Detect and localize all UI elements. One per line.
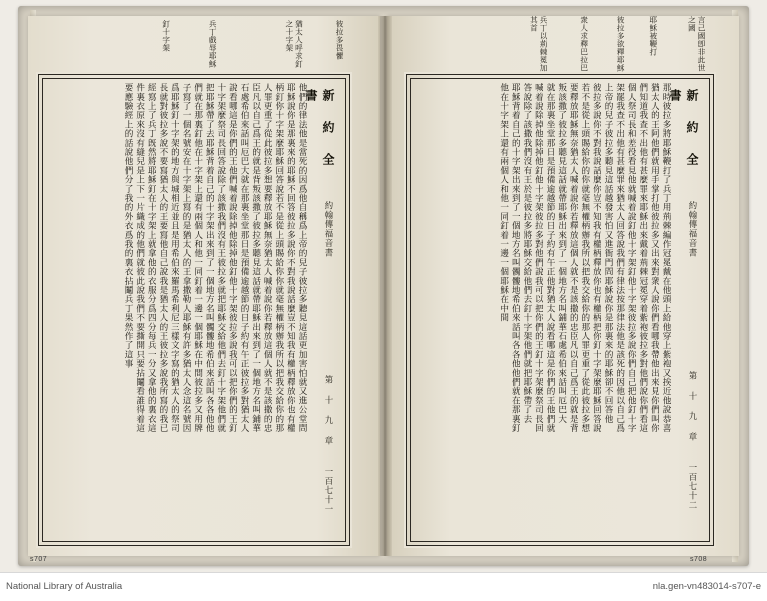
- text-column: 爲耶穌釘十字架的地方與城相近並且是用希伯來羅馬希利尼三樣文字寫的猶太人的祭司: [169, 83, 180, 433]
- right-page-number: 一百七十二: [688, 463, 698, 510]
- text-column: 若不是從上頭賜給你的你就毫無權柄辦我所以把我交給你的那人罪更重了從此彼拉多想: [579, 83, 590, 433]
- left-page-number: 一百七十一: [324, 467, 334, 514]
- text-column: 他在十字架上還有兩個人和他一同釘着一邊一個耶穌在中間: [498, 83, 509, 323]
- text-column: 臣凡以自己爲王的就是背叛該撒了彼拉多聽見這話就帶耶穌出來到了一個地方名叫鋪華: [250, 83, 261, 433]
- left-page-margin-notes: [48, 20, 344, 70]
- text-column: 要釋放耶穌無奈猶太人喊着說你若釋放這個人就不是該撒的忠臣凡以自己爲王的就是背: [568, 83, 579, 433]
- text-column: 個人祭司長和差役看見他就喊着說釘他十字架釘他十字架彼拉多說你們自己把他釘十字: [626, 83, 637, 433]
- margin-note: 言己國卽非此世之國: [687, 16, 706, 72]
- left-page-text-frame: [38, 74, 350, 546]
- text-column: 把耶穌帶了去耶穌背着自己的十字架出來到了一個地方名叫髑髏地希伯來話叫各各他他: [204, 83, 215, 433]
- text-column: 十字架麼祭司長回答說除了該撒我們沒有王彼拉多就把耶穌交給他們去釘十字架他們就: [215, 83, 226, 433]
- text-column: 那時彼拉多將耶穌鞭打了兵丁用荊棘編作冠冕戴在他頭上給他穿上紫袍又挨近他說恭喜: [661, 83, 671, 433]
- text-column: 彼拉多說你不對我說話麼你豈不知我有權柄釋放你也有權柄把你釘十字架麼耶穌回答說: [591, 83, 602, 433]
- text-column: 就在那裏坐堂那日是預備逾越節的日子約有午正他對猶太人說看哪這是你們的王他們就: [545, 83, 556, 433]
- margin-note: 釘十字架: [161, 20, 171, 52]
- margin-note: 彼拉多畏懼: [335, 20, 344, 60]
- text-column: 叛該撒了彼拉多聽見這話就帶耶穌出來到了一個地方名叫鋪華石處希伯來話叫厄巴大: [556, 83, 567, 424]
- book-gutter: [378, 16, 392, 556]
- left-page-book-subtitle: 約翰傳福音書: [324, 201, 334, 258]
- margin-note: 兵丁戲辱耶穌: [208, 20, 218, 68]
- margin-note: 猶太人呼求釘之十字架: [284, 20, 304, 68]
- right-page-body: [415, 83, 671, 537]
- left-page-chapter: 第 十 九 章: [324, 375, 334, 446]
- footer-identifier: nla.gen-vn483014-s707-e: [652, 581, 761, 592]
- right-page-chapter: 第 十 九 章: [688, 371, 698, 442]
- margin-note: 兵丁以荊棘冕加其首: [529, 16, 549, 72]
- right-page-book-subtitle: 約翰傳福音書: [688, 201, 698, 258]
- text-column: 人罪更重了從此彼拉多想要釋放耶穌無奈猶太人喊着說你若釋放這個人就不是該撒的忠: [262, 83, 273, 433]
- text-column: 他們的律法他是當死的因爲他自稱爲上帝的兒子彼拉多聽見這話更加害怕就又進公堂問: [297, 83, 307, 433]
- text-column: 子寫了一個名號安在十字架上寫的是猶太人的王拿撒勒人耶穌有許多猶太人念這名號因: [181, 83, 192, 433]
- left-page-body: [47, 83, 307, 537]
- text-column: 猶太人的王阿他們就用手掌打他彼拉多又出來對衆人說你們看哪我帶他出來見你們叫你: [649, 83, 660, 433]
- text-column: 石處希伯來話叫厄巴大就在那裏坐堂那日是預備逾越節的日子約有午正彼拉多對猶太人: [239, 83, 250, 433]
- footer-institution: National Library of Australia: [6, 581, 123, 592]
- text-column: 耶穌背着自己的十字架出來到了一個地方名叫髑髏地希伯來話叫各各他他們就在那裏釘: [510, 83, 521, 433]
- text-column: 柄釘你十字架麼耶穌回答說若不是從上頭賜給你你就毫無權柄辦我所以把我交給你的那: [273, 83, 284, 433]
- right-page-scan-stamp: s708: [690, 556, 708, 563]
- margin-note: 衆人求釋巴拉巴: [579, 16, 589, 72]
- margin-note: 彼拉多欲釋耶穌: [616, 16, 626, 72]
- text-column: 耶穌說你是那裏來的耶穌不回答彼拉多說你不對我說話麼豈不知我有權柄釋放你也有權: [285, 83, 296, 433]
- right-page-margin-notes: [414, 16, 706, 72]
- right-page-book-title: 新 約 全 書: [668, 89, 699, 168]
- text-column: 上帝的兒子彼拉多聽見這話越發害怕又進衙門問耶穌說你是那裏來的耶穌卻不回答他: [603, 83, 614, 424]
- margin-note: 耶穌被鞭打: [648, 16, 658, 56]
- text-column: 經寫上了兵丁旣然將耶穌釘在十字架上就拿他的衣服分爲四分每兵一分又拿他的裏衣這: [146, 83, 157, 433]
- text-column: 喊着說除掉他除掉他釘他十字架彼拉多對他們說我可以把你們的王釘十字架麼祭司長回: [533, 83, 544, 433]
- text-column: 們就在那裏釘他在十字架上還有兩個人和他一同釘着一邊一個耶穌在中間彼拉多又用牌: [192, 83, 203, 433]
- viewer-footer: [0, 572, 767, 601]
- text-column: 們知道我查不出他有甚麼罪來耶穌出來戴着荊棘冠冕穿着紫袍彼拉多對他們說你們看這: [637, 83, 648, 433]
- left-page-scan-stamp: s707: [30, 556, 48, 563]
- text-column: 說看哪這是你們的王他們喊着說除掉他除掉他釘他十字架彼拉多說我可以把你們的王釘: [227, 83, 238, 433]
- text-column: 架罷我查不出他有甚麼罪來猶太人回答說我們有律法按那律法他是該死的因他以自己爲: [614, 83, 625, 433]
- text-column: 答說除了該撒我們沒有王於是彼拉多將耶穌交給他們去釘十字架他們就把耶穌帶了去: [521, 83, 532, 424]
- left-page-book-title: 新 約 全 書: [304, 89, 335, 168]
- text-column: 要應驗經上的話說他們分了我的外衣爲我的裏衣拈鬮兵丁果然作了這事: [123, 83, 134, 369]
- right-page-text-frame: [406, 74, 714, 546]
- text-column: 長就對彼拉多說不要寫猶太人的王要寫他自己說我是猶太人的王彼拉多說我所寫的我已: [157, 83, 168, 433]
- text-column: 件裏衣原來沒有縫兒是上下一片織成的他們就彼此說我們不要撕開只要拈鬮看誰得着這: [134, 83, 145, 433]
